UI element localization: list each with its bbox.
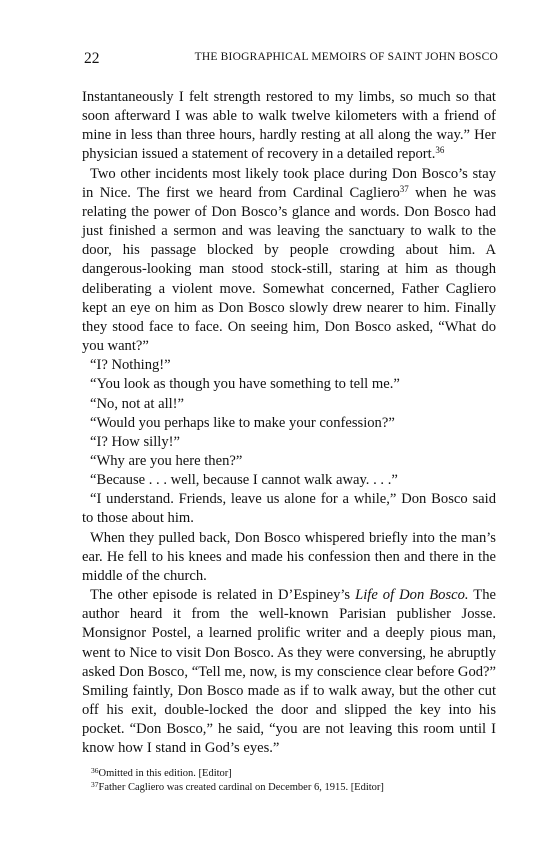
running-head: THE BIOGRAPHICAL MEMOIRS OF SAINT JOHN BOSCO (194, 51, 498, 63)
paragraph-incidents (82, 165, 496, 357)
paragraph-incidents-text-b: when he was relating the power of Don Bosco’s glance and words. Don Bosco had just finished a sermon and was leaving the sanctuary to walk to the door, his passage blocked by people crowding about him. A dangerous-looking man stood stock-still, staring at him as though deliberating a violent move. Somewhat concerned, Father Cagliero kept an eye on him as Don Bosco slowly drew nearer to him. Finally they stood face to face. On seeing him, Don Bosco asked, “What do you want?” (82, 184, 497, 355)
footnote-36-text: Omitted in this edition. [Editor] (98, 768, 232, 779)
paragraph-other-episode-text-a: The other episode is related in D’Espiney’s (90, 587, 356, 604)
paragraph-other-episode-text-b: The author heard it from the well-known Parisian publisher Josse. Monsignor Postel, a learned prolific writer and a deeply pious man, went to Nice to visit Don Bosco. As they were conversing, he abruptly asked Don Bosco, “Tell me, now, is my conscience clear before God?” Smiling faintly, Don Bosco made as if to walk away, but the other cut off his exit, double-locked the door and slipped the key into his pocket. “Don Bosco,” he said, “you are not leaving this room until I know how I stand in God’s eyes.” (82, 587, 496, 757)
paragraph-incidents-text-a: Two other incidents most likely took place during Don Bosco’s stay in Nice. The first we heard from Cardinal Cagliero (82, 165, 496, 201)
dialogue-line-6: “Why are you here then?” (90, 452, 243, 469)
book-title: Life of Don Bosco. (355, 587, 469, 604)
dialogue-line-8: “I understand. Friends, leave us alone for a while,” Don Bosco said to those about him. (82, 491, 496, 527)
dialogue-line-5: “I? How silly!” (90, 433, 180, 450)
footnote-37 (82, 781, 496, 795)
paragraph-recovery-text: Instantaneously I felt strength restored to my limbs, so much so that soon afterward I was able to walk twelve kilometers with a friend of mine in less than three hours, hardly resting at all along the way.” Her physician issued a statement of recovery in a detailed report. (82, 89, 496, 163)
page-number: 22 (84, 50, 100, 67)
footnote-ref-37: 37 (399, 183, 409, 194)
page-header (84, 50, 496, 72)
body-text (82, 88, 496, 758)
paragraph-confession: When they pulled back, Don Bosco whispered briefly into the man’s ear. He fell to his knees and made his confession then and there in the middle of the church. (82, 529, 496, 584)
dialogue-line-1: “I? Nothing!” (90, 357, 171, 374)
dialogue-line-4: “Would you perhaps like to make your confession?” (90, 414, 395, 431)
footnote-37-text: Father Cagliero was created cardinal on December 6, 1915. [Editor] (98, 782, 384, 793)
paragraph-other-episode (82, 586, 496, 758)
dialogue-line-2: “You look as though you have something to tell me.” (90, 376, 400, 393)
footnote-36-mark: 36 (91, 766, 99, 775)
paragraph-recovery (82, 88, 496, 165)
footnote-ref-36: 36 (435, 145, 445, 156)
footnotes (82, 767, 496, 795)
dialogue-line-7: “Because . . . well, because I cannot walk away. . . .” (90, 472, 398, 489)
footnote-37-mark: 37 (91, 780, 99, 789)
dialogue-line-3: “No, not at all!” (90, 395, 185, 412)
footnote-36 (82, 767, 496, 781)
